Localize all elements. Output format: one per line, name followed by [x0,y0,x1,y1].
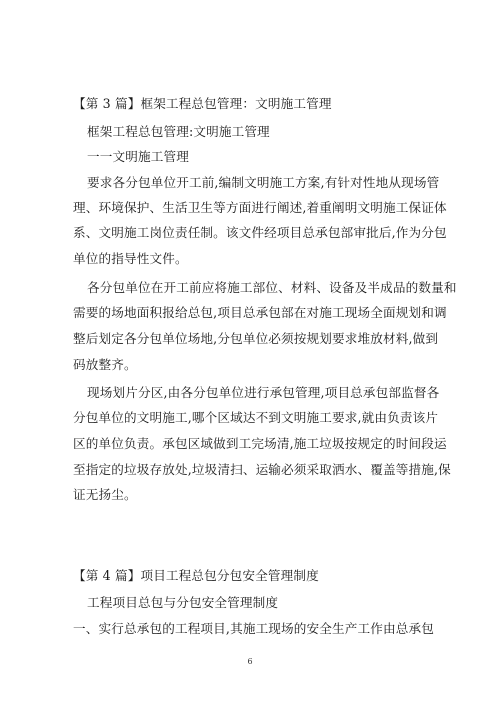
paragraph-line: 区的单位负责。承包区域做到工完场清,施工垃圾按规定的时间段运 [73,436,447,451]
paragraph-line: 现场划片分区,由各分包单位进行承包管理,项目总承包部监督各 [87,385,440,400]
paragraph-line: 需要的场地面积报给总包,项目总承包部在对施工现场全面规划和调 [73,305,447,320]
paragraph-line: 理、环境保护、生活卫生等方面进行阐述,着重阐明文明施工保证体 [73,200,447,215]
section-3-heading: 【第 3 篇】框架工程总包管理：文明施工管理 [73,96,332,111]
paragraph-line: 码放整齐。 [73,357,137,372]
paragraph-line: 分包单位的文明施工,哪个区域达不到文明施工要求,就由负责该片 [73,410,439,425]
paragraph-line: 至指定的垃圾存放处,垃圾清扫、运输必须采取洒水、覆盖等措施,保 [73,462,451,477]
paragraph-line: 单位的指导性文件。 [73,251,188,266]
section-4-subtitle: 工程项目总包与分包安全管理制度 [87,595,279,610]
section-3-part-title: 一一文明施工管理 [87,149,189,164]
section-4-heading: 【第 4 篇】项目工程总包分包安全管理制度 [73,568,319,583]
paragraph-line: 要求各分包单位开工前,编制文明施工方案,有针对性地从现场管 [87,175,440,190]
paragraph-line: 证无扬尘。 [73,487,137,502]
section-3-subtitle: 框架工程总包管理:文明施工管理 [87,124,270,139]
paragraph-line: 一、实行总承包的工程项目,其施工现场的安全生产工作由总承包 [73,621,434,636]
paragraph-line: 各分包单位在开工前应将施工部位、材料、设备及半成品的数量和 [87,280,457,295]
paragraph-line: 整后划定各分包单位场地,分包单位必须按规划要求堆放材料,做到 [73,331,439,346]
paragraph-line: 系、文明施工岗位责任制。该文件经项目总承包部审批后,作为分包 [73,225,447,240]
page-number: 6 [247,657,253,666]
